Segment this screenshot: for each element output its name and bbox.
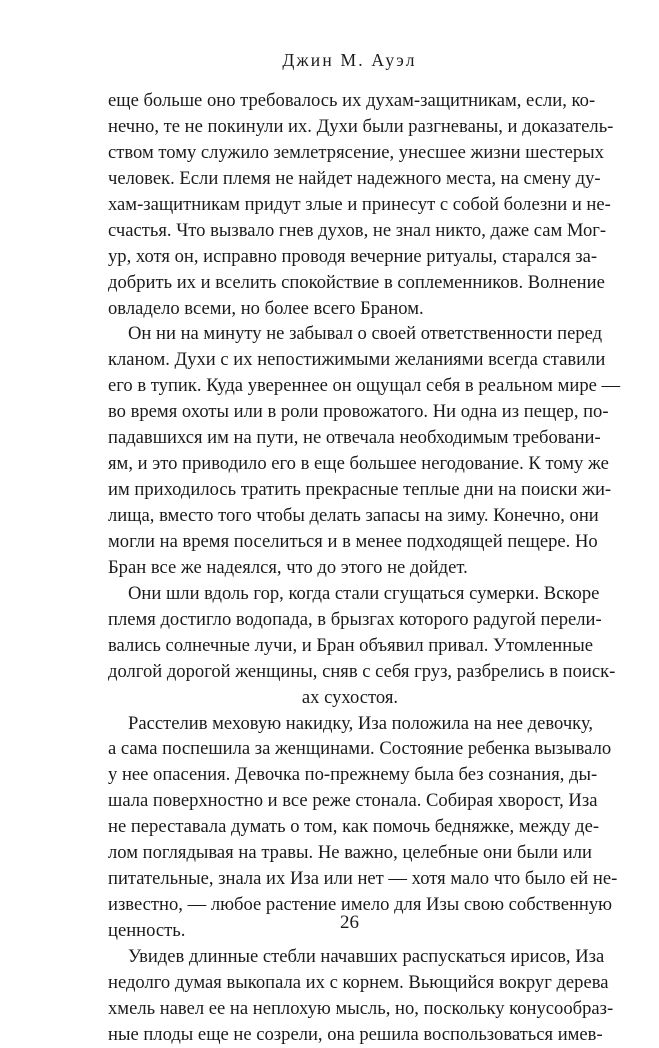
paragraph	[108, 944, 614, 1048]
text-line: Увидев длинные стебли начавших распускаться ирисов, Иза	[128, 945, 605, 967]
paragraph	[108, 711, 618, 944]
text-line: человек. Если племя не найдет надежного места, на смену ду-	[108, 167, 601, 189]
text-line: ур, хотя он, исправно проводя вечерние ритуалы, старался за-	[108, 245, 598, 267]
text-line: могли на время поселиться и в менее подходящей пещере. Но	[108, 530, 598, 552]
body-text	[108, 88, 621, 1048]
text-line: Расстелив меховую накидку, Иза положила на нее девочку,	[128, 712, 594, 734]
text-line: его в тупик. Куда увереннее он ощущал себя в реальном мире —	[108, 375, 621, 397]
text-line: ах сухостоя.	[301, 686, 399, 708]
paragraph	[108, 321, 621, 580]
text-line: Они шли вдоль гор, когда стали сгущаться сумерки. Вскоре	[128, 582, 600, 604]
text-line: во время охоты или в роли провожатого. Ни одна из пещер, по-	[108, 401, 609, 423]
page-number: 26	[340, 912, 359, 933]
text-line: недолго думая выкопала их с корнем. Вьющийся вокруг дерева	[108, 971, 609, 993]
text-line: шала поверхностно и все реже стонала. Собирая хворост, Иза	[108, 790, 598, 812]
text-line: счастья. Что вызвало гнев духов, не знал никто, даже сам Мог-	[108, 219, 607, 241]
text-line: еще больше оно требовалось их духам-защитникам, если, ко-	[108, 90, 596, 111]
text-line: ценность.	[108, 920, 186, 941]
text-line: племя достигло водопада, в брызгах которого радугой перели-	[108, 608, 602, 630]
text-line: а сама поспешила за женщинами. Состояние ребенка вызывало	[108, 738, 612, 760]
running-header: Джин М. Ауэл	[282, 50, 417, 70]
text-line: известно, — любое растение имело для Изы свою собственную	[108, 894, 613, 916]
paragraph	[108, 88, 614, 321]
text-line: лища, вместо того чтобы делать запасы на зиму. Конечно, они	[108, 505, 599, 526]
text-line: хмель навел ее на неплохую мысль, но, поскольку конусообраз-	[108, 997, 614, 1019]
text-line: ством тому служило землетрясение, унесшее жизни шестерых	[108, 141, 604, 163]
text-line: лом поглядывая на травы. Не важно, целебные они были или	[108, 842, 592, 864]
text-line: хам-защитникам придут злые и принесут с собой болезни и не-	[108, 193, 611, 215]
text-line: ные плоды еще не созрели, она решила воспользоваться имев-	[108, 1023, 603, 1045]
text-line: у нее опасения. Девочка по-прежнему была без сознания, ды-	[108, 764, 598, 786]
text-line: ям, и это приводило его в еще большее негодование. К тому же	[108, 453, 609, 475]
text-line: добрить их и вселить спокойствие в соплеменников. Волнение	[108, 271, 605, 293]
text-line: питательные, знала их Иза или нет — хотя мало что было ей не-	[108, 868, 618, 890]
text-line: нечно, те не покинули их. Духи были разгневаны, и доказатель-	[108, 115, 614, 137]
paragraph	[108, 581, 616, 711]
text-line: им приходилось тратить прекрасные теплые дни на поиски жи-	[108, 479, 612, 501]
text-line: кланом. Духи с их непостижимыми желаниями всегда ставили	[108, 349, 606, 371]
text-line: долгой дорогой женщины, сняв с себя груз, разбрелись в поиск-	[108, 660, 616, 682]
text-line: падавшихся им на пути, не отвечала необходимым требовани-	[108, 427, 601, 449]
text-line: Бран все же надеялся, что до этого не дойдет.	[108, 556, 468, 578]
text-line: не переставала думать о том, как помочь бедняжке, между де-	[108, 816, 600, 838]
text-line: Он ни на минуту не забывал о своей ответственности перед	[128, 323, 603, 345]
text-line: вались солнечные лучи, и Бран объявил привал. Утомленные	[108, 634, 593, 656]
text-line: овладело всеми, но более всего Браном.	[108, 297, 424, 319]
